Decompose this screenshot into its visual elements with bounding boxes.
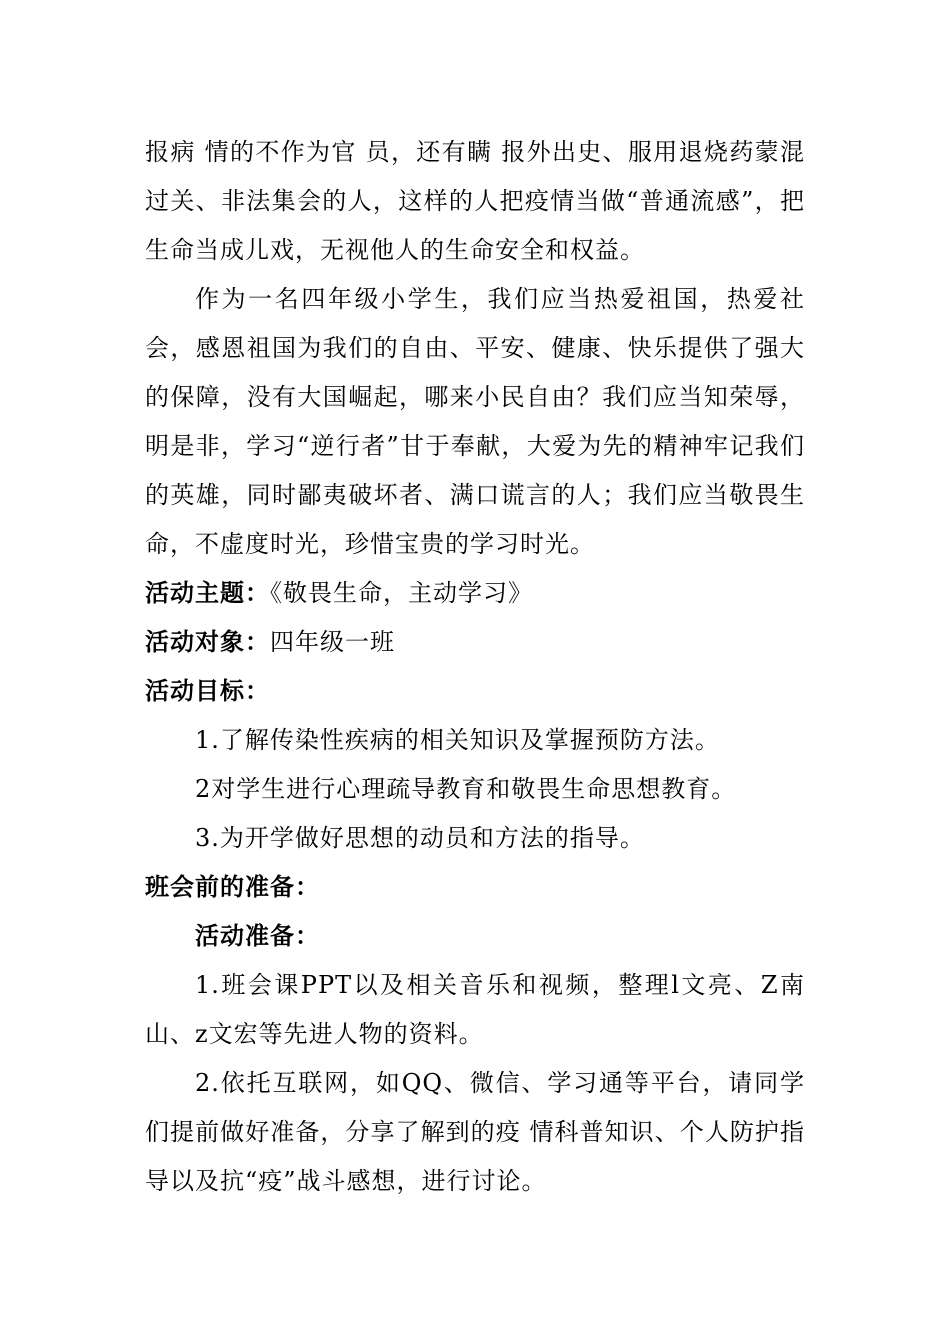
theme-line (145, 569, 805, 618)
goal-item-3: 3.为开学做好思想的动员和方法的指导。 (195, 824, 645, 852)
prep-item-2: 2.依托互联网，如QQ、微信、学习通等平台，请同学们提前做好准备，分享了解到的疫 情科普知识、个人防护指导以及抗“疫”战斗感想，进行讨论。 (145, 1069, 805, 1195)
theme-label: 活动主题： (145, 579, 270, 607)
goal-item-1: 1.了解传染性疾病的相关知识及掌握预防方法。 (195, 726, 720, 754)
target-line (145, 618, 805, 667)
target-value: 四年级一班 (270, 628, 395, 656)
prep-item-1: 1.班会课PPT以及相关音乐和视频，整理l文亮、Z南山、z文宏等先进人物的资料。 (145, 971, 805, 1048)
paragraph-intro-continued: 报病 情的不作为官 员，还有瞒 报外出史、服用退烧药蒙混过关、非法集会的人，这样的人把疫情当做“普通流感”，把生命当成儿戏，无视他人的生命安全和权益。 (145, 138, 805, 264)
paragraph-student-reflection: 作为一名四年级小学生，我们应当热爱祖国，热爱社会，感恩祖国为我们的自由、平安、健康、快乐提供了强大的保障，没有大国崛起，哪来小民自由？我们应当知荣辱，明是非，学习“逆行者”甘于奉献，大爱为先的精神牢记我们的英雄，同时鄙夷破坏者、满口谎言的人；我们应当敬畏生命，不虚度时光，珍惜宝贵的学习时光。 (145, 285, 805, 558)
document-page (145, 128, 805, 1206)
prep-heading: 班会前的准备： (145, 873, 320, 901)
goal-item-2: 2对学生进行心理疏导教育和敬畏生命思想教育。 (195, 775, 737, 803)
theme-value: 《敬畏生命，主动学习》 (270, 579, 533, 607)
target-label: 活动对象： (145, 628, 270, 656)
goals-heading: 活动目标： (145, 677, 270, 705)
prep-subheading: 活动准备： (195, 922, 320, 950)
